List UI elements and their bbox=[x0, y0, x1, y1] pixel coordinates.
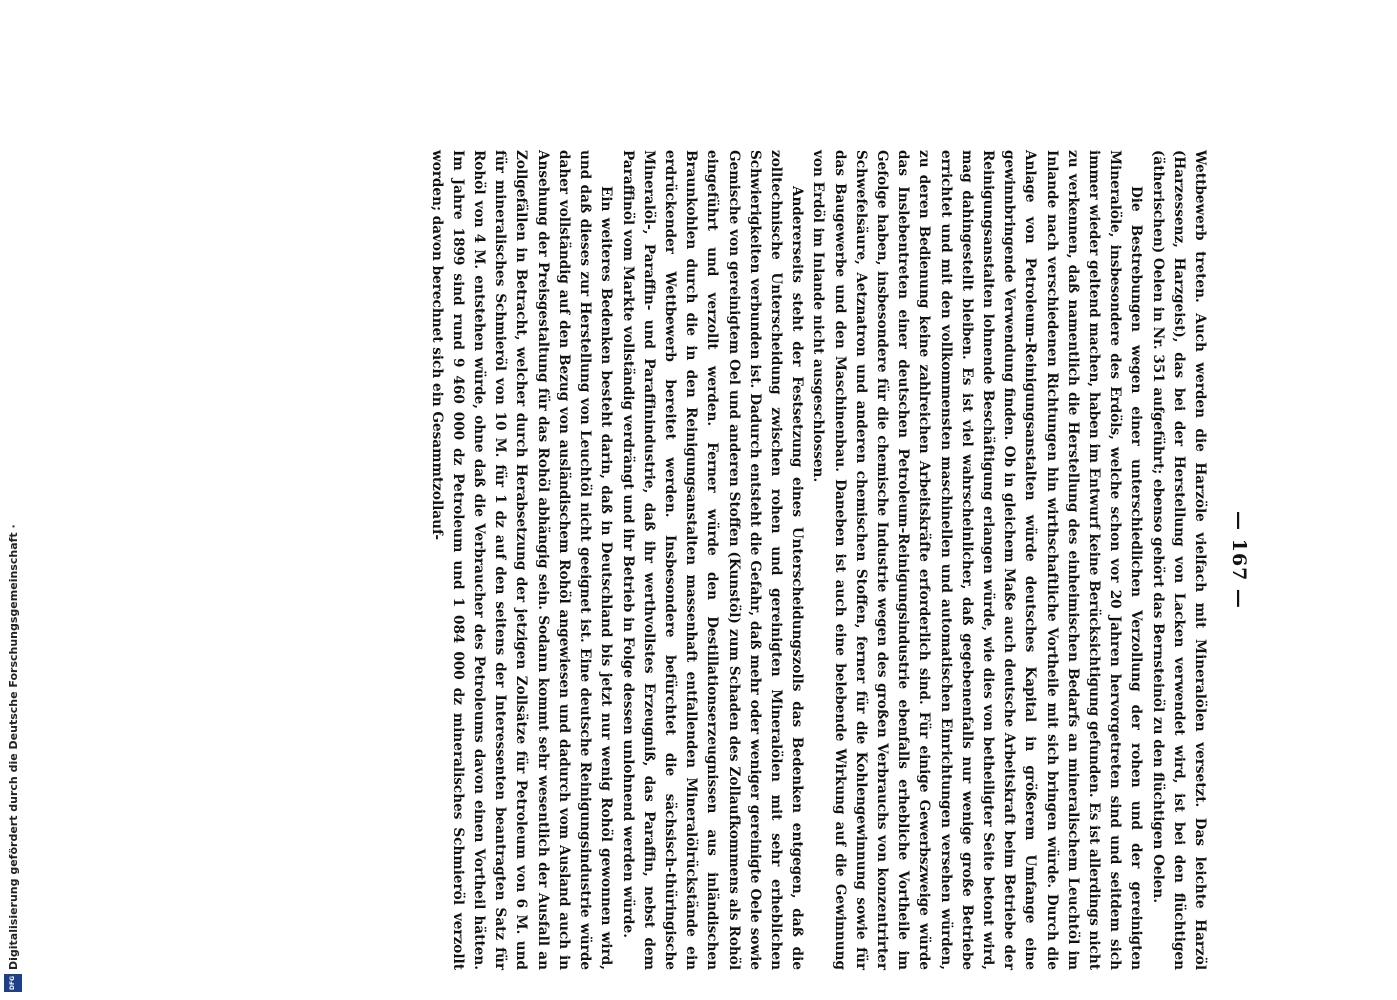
paragraph: Wettbewerb treten. Auch werden die Harzöle vielfach mit Mineralölen versetzt. Das leichte Harzöl (Harzessenz, Harzgeist), das bei der Herstellung von Lacken verwendet wird, ist bei den flüchtigen (ätherischen) Oelen in Nr. 351 aufgeführt; ebenso gehört das Bernsteinöl zu den flüchtigen Oelen. bbox=[1149, 150, 1208, 970]
page-number: — 167 — bbox=[1228, 511, 1250, 609]
document-page bbox=[150, 150, 1250, 970]
paragraph: Die Bestrebungen wegen einer unterschiedlichen Verzollung der rohen und der gereinigten Mineralöle, insbesondere des Erdöls, welche schon vor 20 Jahren hervorgetreten sind und seitdem sich immer wieder geltend machen, haben im Entwurf keine Berücksichtigung gefunden. Es ist allerdings nicht zu verkennen, daß namentlich die Herstellung des einheimischen Bedarfs an mineralischem Leuchtöl im Inlande nach verschiedenen Richtungen hin wirthschaftliche Vortheile mit sich bringen würde. Durch die Anlage von Petroleum-Reinigungsanstalten würde deutsches Kapital in größerem Umfange eine gewinnbringende Verwendung finden. Ob in gleichem Maße auch deutsche Arbeitskraft beim Betriebe der Reinigungsanstalten lohnende Beschäftigung erlangen würde, wie dies von betheiligter Seite betont wird, mag dahingestellt bleiben. Es ist viel wahrscheinlicher, daß gegebenenfalls nur wenige große Betriebe errichtet und mit den vollkommensten maschinellen und automatischen Einrichtungen versehen würden, zu deren Bedienung keine zahlreichen Arbeitskräfte erforderlich sind. Für einige Gewerbszweige würde das Inslebentreten einer deutschen Petroleum-Reinigungsindustrie ebenfalls erhebliche Vortheile im Gefolge haben, insbesondere für die chemische Industrie wegen des großen Verbrauchs von konzentrirter Schwefelsäure, Aetznatron und anderen chemischen Stoffen, ferner für die Kohlengewinnung sowie für das Baugewerbe und den Maschinenbau. Daneben ist auch eine belebende Wirkung auf die Gewinnung von Erdöl im Inlande nicht ausgeschlossen. bbox=[810, 150, 1145, 970]
dfg-logo-icon: DFG bbox=[4, 974, 22, 992]
paragraph: Ein weiteres Bedenken besteht darin, daß in Deutschland bis jetzt nur wenig Rohöl gewonnen wird, und daß dieses zur Herstellung von Leuchtöl nicht geeignet ist. Eine deutsche Reinigungsindustrie würde daher vollständig auf den Bezug von ausländischem Rohöl angewiesen und dadurch vom Ausland auch in Ansehung der Preisgestaltung für das Rohöl abhängig sein. Sodann kommt sehr wesentlich der Ausfall an Zollgefällen in Betracht, welcher durch Herabsetzung der jetzigen Zollsätze für Petroleum von 6 M. und für mineralisches Schmieröl von 10 M. für 1 dz auf den seitens der Interessenten beantragten Satz für Rohöl von 4 M. entstehen würde, ohne daß die Verbraucher des Petroleums davon einen Vortheil hätten. Im Jahre 1899 sind rund 9 460 000 dz Petroleum und 1 084 000 dz mineralisches Schmieröl verzollt worden; davon berechnet sich ein Gesammtzollauf- bbox=[428, 150, 615, 970]
body-text bbox=[425, 150, 1210, 970]
digitization-credit bbox=[4, 0, 22, 992]
paragraph: Andererseits steht der Festsetzung eines Unterscheidungszolls das Bedenken entgegen, daß die zolltechnische Unterscheidung zwischen rohen und gereinigten Mineralölen mit sehr erheblichen Schwierigkeiten verbunden ist. Dadurch entsteht die Gefahr, daß mehr oder weniger gereinigte Oele sowie Gemische von gereinigtem Oel und anderen Stoffen (Kunstöl) zum Schaden des Zollaufkommens als Rohöl eingeführt und verzollt werden. Ferner würde den Destillationserzeugnissen aus inländischen Braunkohlen durch die in den Reinigungsanstalten massenhaft entfallenden Mineralölrückstände ein erdrückender Wettbewerb bereitet werden. Insbesondere befürchtet die sächsisch-thüringische Mineralöl-, Paraffin- und Paraffinindustrie, daß ihr werthvollstes Erzeugniß, das Paraffin, nebst dem Paraffinöl vom Markte vollständig verdrängt und ihr Betrieb in Folge dessen unlohnend werden würde. bbox=[619, 150, 806, 970]
credit-text: Digitalisierung gefördert durch die Deutsche Forschungsgemeinschaft · bbox=[6, 524, 20, 970]
